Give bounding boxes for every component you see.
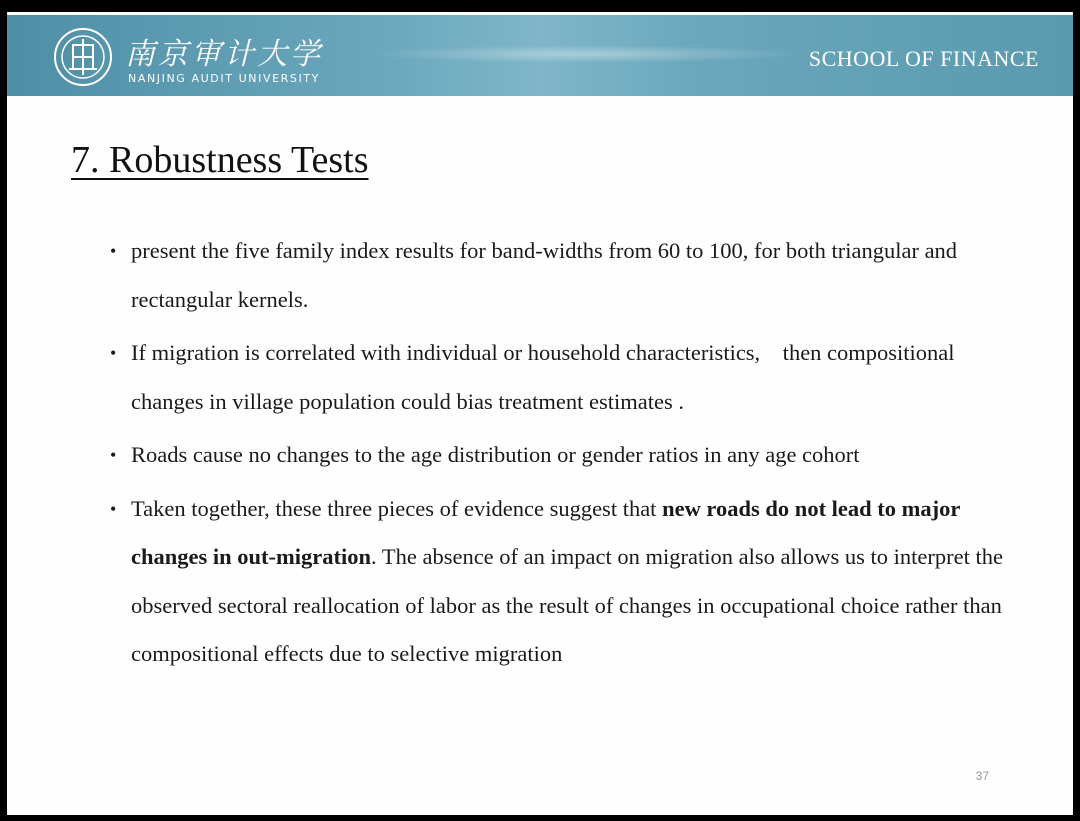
bullet-item <box>107 227 1007 324</box>
university-seal-icon <box>53 27 113 87</box>
bullet-text-emphasis: new roads do not lead to major changes in out-migration <box>131 495 960 569</box>
header-banner <box>7 15 1073 96</box>
bullet-dot-icon: • <box>110 445 117 465</box>
slide-title: 7. Robustness Tests <box>71 139 369 181</box>
bullet-dot-icon: • <box>110 241 117 261</box>
bullet-text-lead: Taken together, these three pieces of evidence suggest that <box>131 495 663 521</box>
bullet-item <box>107 485 1007 679</box>
bullet-text: Roads cause no changes to the age distribution or gender ratios in any age cohort <box>131 442 860 467</box>
page-number: 37 <box>975 769 989 783</box>
bullet-list <box>107 227 1007 684</box>
slide <box>7 12 1073 815</box>
bullet-dot-icon: • <box>110 343 117 363</box>
bullet-text-tail: . The absence of an impact on migration also allows us to interpret the observed sectoral reallocation of labor as the result of changes in occupational choice rather than compositional effects due to selective migration <box>131 544 1003 666</box>
bullet-item <box>107 431 1007 480</box>
bullet-text: present the five family index results for band-widths from 60 to 100, for both triangular and rectangular kernels. <box>131 238 958 312</box>
bullet-dot-icon: • <box>110 498 117 519</box>
university-name-english: NANJING AUDIT UNIVERSITY <box>128 72 320 85</box>
header-shine <box>367 45 807 63</box>
bullet-item <box>107 329 1007 426</box>
university-name-chinese: 南京审计大学 <box>125 37 323 72</box>
bullet-text: If migration is correlated with individual or household characteristics, then compositional changes in village population could bias treatment estimates . <box>131 340 955 414</box>
school-name: SCHOOL OF FINANCE <box>808 46 1039 71</box>
